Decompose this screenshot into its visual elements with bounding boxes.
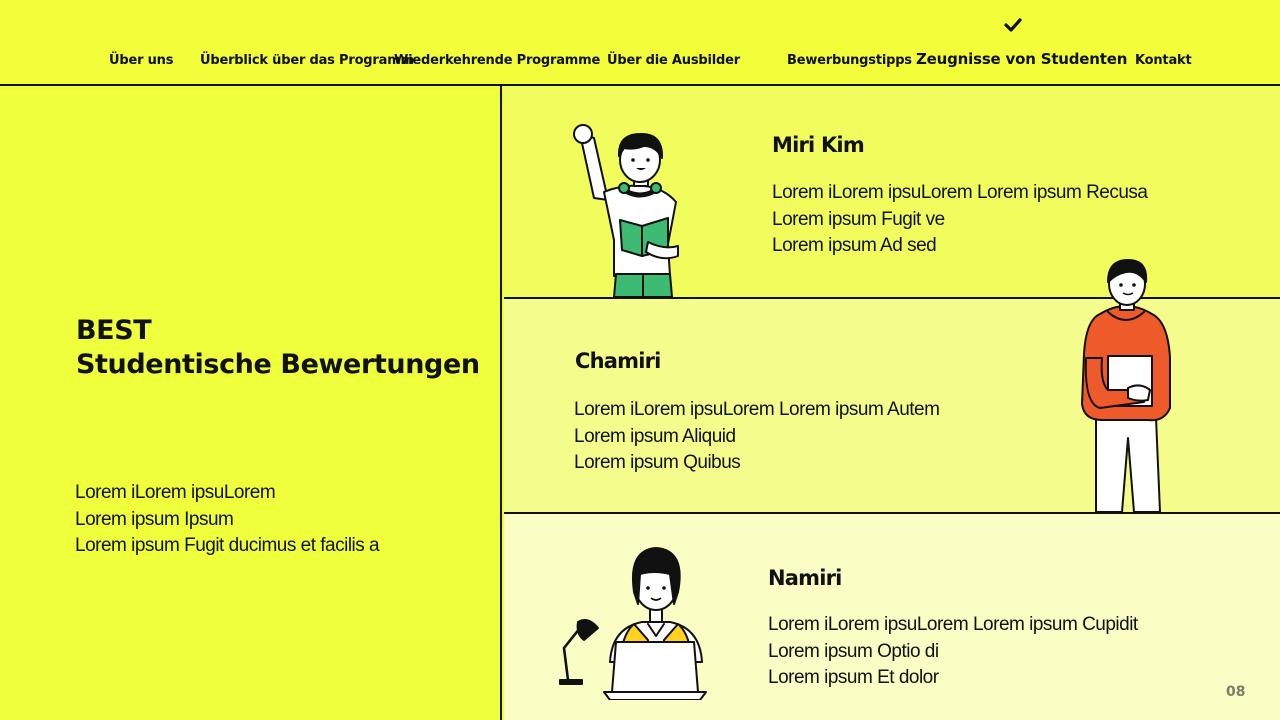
testimonial-text xyxy=(574,397,939,477)
nav-item-programm-ueberblick[interactable]: Überblick über das Programm xyxy=(200,53,414,68)
nav-item-ausbilder[interactable]: Über die Ausbilder xyxy=(607,53,740,68)
top-navigation xyxy=(0,0,1280,86)
testimonial-line: Lorem ipsum Optio di xyxy=(768,640,939,662)
testimonial-line: Lorem iLorem ipsuLorem Lorem ipsum Recusa xyxy=(772,182,1148,203)
testimonial-text xyxy=(768,612,1138,692)
intro-text xyxy=(75,480,379,560)
page-number: 08 xyxy=(1226,684,1246,700)
testimonial-name: Miri Kim xyxy=(772,133,864,157)
nav-item-wiederkehrende-programme[interactable]: Wiederkehrende Programme xyxy=(394,53,601,68)
checkmark-icon xyxy=(1004,18,1022,32)
testimonial-line: Lorem ipsum Fugit ve xyxy=(772,208,945,230)
testimonial-line: Lorem ipsum Aliquid xyxy=(574,425,736,447)
testimonial-line: Lorem ipsum Quibus xyxy=(574,452,741,473)
intro-line: Lorem ipsum Ipsum xyxy=(75,508,234,530)
testimonial-text xyxy=(772,180,1148,260)
testimonial-name: Chamiri xyxy=(575,349,661,373)
testimonial-line: Lorem iLorem ipsuLorem Lorem ipsum Cupidit xyxy=(768,614,1138,635)
intro-line: Lorem ipsum Fugit ducimus et facilis a xyxy=(75,535,380,556)
testimonial-card-namiri xyxy=(504,514,1280,720)
nav-item-kontakt[interactable]: Kontakt xyxy=(1135,53,1192,68)
student-with-book-illustration xyxy=(564,124,704,297)
nav-item-bewerbungstipps[interactable]: Bewerbungstipps xyxy=(787,53,912,68)
intro-line: Lorem iLorem ipsuLorem xyxy=(75,482,276,503)
nav-item-ueber-uns[interactable]: Über uns xyxy=(109,53,174,68)
page-title-line1: BEST xyxy=(76,315,152,346)
page-title xyxy=(76,314,480,382)
student-with-laptop-illustration xyxy=(554,544,729,700)
testimonial-name: Namiri xyxy=(768,566,842,590)
testimonial-line: Lorem ipsum Ad sed xyxy=(772,235,937,256)
testimonial-line: Lorem iLorem ipsuLorem Lorem ipsum Autem xyxy=(574,399,940,420)
student-in-hoodie-illustration xyxy=(1078,258,1174,516)
testimonial-line: Lorem ipsum Et dolor xyxy=(768,667,939,688)
intro-panel xyxy=(0,86,502,720)
nav-item-zeugnisse[interactable]: Zeugnisse von Studenten xyxy=(916,50,1128,68)
page-title-line2: Studentische Bewertungen xyxy=(76,349,480,380)
